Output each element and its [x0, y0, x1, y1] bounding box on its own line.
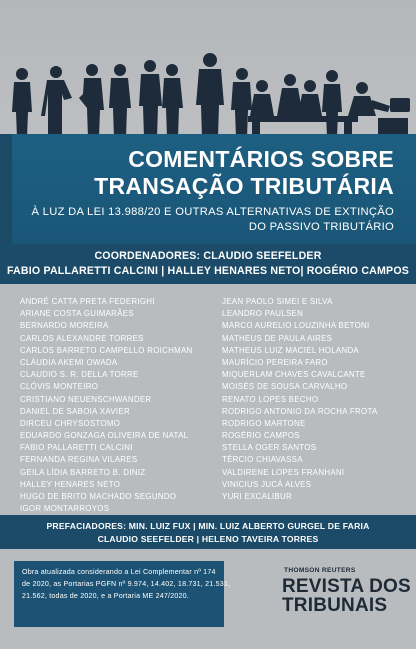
author-name: ARIANE COSTA GUIMARÃES: [20, 309, 134, 319]
author-name: FERNANDA REGINA VILARES: [20, 455, 138, 465]
author-name: MIQUERLAM CHAVES CAVALCANTE: [222, 370, 366, 380]
author-name: CARLOS BARRETO CAMPELLO ROICHMAN: [20, 345, 193, 355]
author-name: IGOR MONTARROYOS: [20, 504, 110, 514]
book-title-line2: TRANSAÇÃO TRIBUTÁRIA: [94, 173, 394, 199]
book-title-line1: COMENTÁRIOS SOBRE: [128, 146, 394, 172]
author-name: STELLA OGER SANTOS: [222, 443, 317, 453]
author-name: HALLEY HENARES NETO: [20, 479, 121, 489]
publisher-name-line2: TRIBUNAIS: [282, 595, 388, 616]
coordinators-line2: FABIO PALLARETTI CALCINI | HALLEY HENARES NETO| ROGÉRIO CAMPOS: [6, 265, 410, 277]
author-name: DIRCEU CHRYSOSTOMO: [20, 418, 121, 428]
publisher-brand: THOMSON REUTERS: [284, 567, 356, 574]
author-name: CLÓVIS MONTEIRO: [20, 382, 99, 392]
author-name: ANDRÉ CATTA PRETA FEDERIGHI: [20, 297, 155, 306]
author-name: GEILA LÍDIA BARRETO B. DINIZ: [20, 467, 146, 477]
authors-column-right: [222, 296, 378, 503]
author-name: YURI EXCALIBUR: [222, 492, 292, 501]
author-name: MAURÍCIO PEREIRA FARO: [222, 357, 328, 367]
book-subtitle-line2: DO PASSIVO TRIBUTÁRIO: [248, 221, 394, 233]
author-name: TÉRCIO CHIAVASSA: [222, 455, 303, 465]
author-name: MATHEUS LUIZ MACIEL HOLANDA: [222, 345, 359, 355]
author-name: CLÁUDIA AKEMI OWADA: [20, 357, 118, 367]
author-name: VALDIRENE LOPES FRANHANI: [222, 467, 345, 477]
update-note-line1: Obra atualizada considerando a Lei Complementar nº 174: [22, 568, 216, 576]
author-name: MOISÉS DE SOUSA CARVALHO: [222, 382, 348, 392]
author-name: FABIO PALLARETTI CALCINI: [20, 443, 133, 453]
update-note-line3: 21.562, todas de 2020, e a Portaria ME 247/2020.: [22, 592, 189, 600]
author-name: RODRIGO ANTONIO DA ROCHA FROTA: [222, 406, 378, 416]
preface-line2: CLAUDIO SEEFELDER | HELENO TAVEIRA TORRES: [97, 534, 319, 544]
author-name: CARLOS ALEXANDRE TORRES: [20, 333, 144, 343]
author-name: VINICIUS JUCÁ ALVES: [222, 479, 312, 489]
author-name: MATHEUS DE PAULA AIRES: [222, 333, 333, 343]
author-name: ROGÉRIO CAMPOS: [222, 431, 300, 441]
author-name: HUGO DE BRITO MACHADO SEGUNDO: [20, 492, 177, 501]
author-name: LEANDRO PAULSEN: [222, 309, 304, 319]
author-name: CRISTIANO NEUENSCHWANDER: [20, 394, 152, 404]
author-name: CLAUDIO S. R. DELLA TORRE: [20, 370, 139, 380]
book-subtitle-line1: À LUZ DA LEI 13.988/20 E OUTRAS ALTERNATIVAS DE EXTINÇÃO: [31, 206, 394, 218]
author-name: DANIEL DE SABOIA XAVIER: [20, 406, 130, 416]
author-name: RENATO LOPES BECHO: [222, 394, 319, 404]
author-name: BERNARDO MOREIRA: [20, 321, 109, 331]
author-name: EDUARDO GONZAGA OLIVEIRA DE NATAL: [20, 431, 189, 441]
author-name: MARCO AURELIO LOUZINHA BETONI: [222, 321, 370, 331]
author-name: JEAN PAOLO SIMEI E SILVA: [222, 297, 333, 306]
coordinators-line1: COORDENADORES: CLAUDIO SEEFELDER: [94, 250, 322, 262]
preface-line1: PREFACIADORES: MIN. LUIZ FUX | MIN. LUIZ ALBERTO GURGEL DE FARIA: [46, 521, 370, 531]
publisher-name-line1: REVISTA DOS: [282, 576, 411, 597]
author-name: RODRIGO MARTONE: [222, 418, 306, 428]
authors-column-left: [20, 296, 193, 515]
business-people-silhouettes: [0, 40, 416, 140]
update-note-line2: de 2020, as Portarias PGFN nº 9.974, 14.402, 18.731, 21.531,: [22, 580, 231, 588]
